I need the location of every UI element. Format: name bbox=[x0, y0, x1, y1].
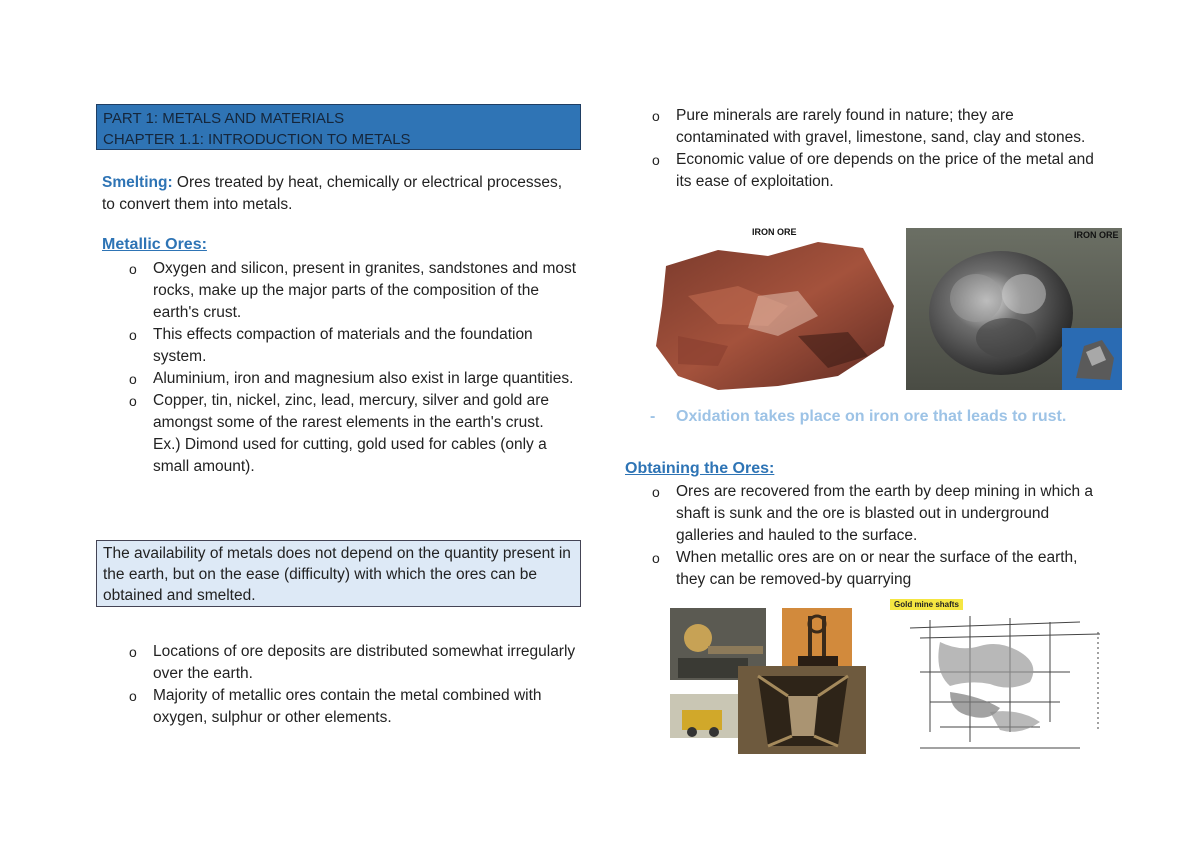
iron-ore-label-2: IRON ORE bbox=[1074, 230, 1119, 240]
list-item: o Locations of ore deposits are distributed somewhat irregularly over the earth. bbox=[129, 643, 576, 682]
bullet-icon: o bbox=[652, 108, 660, 124]
list-item: o Aluminium, iron and magnesium also exist in large quantities. bbox=[153, 368, 583, 390]
deposit-list bbox=[129, 641, 583, 729]
chapter-title: CHAPTER 1.1: INTRODUCTION TO METALS bbox=[103, 131, 411, 148]
dash-icon: - bbox=[650, 408, 656, 425]
bullet-icon: o bbox=[652, 152, 660, 168]
oxidation-note bbox=[650, 406, 1096, 427]
list-item: o Copper, tin, nickel, zinc, lead, mercury, silver and gold are amongst some of the rarest elements in the earth's crust. Ex.) Dimond used for cutting, gold used for cables (only a small amount). bbox=[153, 390, 583, 478]
list-item: o Majority of metallic ores contain the metal combined with oxygen, sulphur or other elements. bbox=[129, 687, 542, 726]
bullet-icon: o bbox=[129, 371, 137, 387]
metallic-ores-heading: Metallic Ores: bbox=[102, 236, 207, 253]
obtaining-heading: Obtaining the Ores: bbox=[625, 460, 775, 477]
bullet-icon: o bbox=[129, 644, 137, 660]
bullet-icon: o bbox=[129, 688, 137, 704]
chapter-header bbox=[96, 104, 581, 150]
smelting-definition bbox=[102, 172, 572, 216]
bullet-icon: o bbox=[129, 261, 137, 277]
part-title: PART 1: METALS AND MATERIALS bbox=[103, 110, 345, 127]
bullet-icon: o bbox=[652, 550, 660, 566]
smelting-text: Ores treated by heat, chemically or electrical processes, to convert them into metals. bbox=[102, 174, 563, 213]
list-item: o When metallic ores are on or near the surface of the earth, they can be removed-by quarrying bbox=[652, 549, 1078, 588]
list-item: o Oxygen and silicon, present in granites, sandstones and most rocks, make up the major parts of the composition of the earth's crust. bbox=[129, 260, 577, 321]
oxidation-text: Oxidation takes place on iron ore that leads to rust. bbox=[676, 408, 1067, 425]
iron-ore-photo-2 bbox=[906, 228, 1122, 390]
mining-photo-collage bbox=[668, 606, 868, 756]
iron-ore-label-1: IRON ORE bbox=[752, 227, 797, 237]
minerals-list bbox=[652, 105, 1096, 193]
list-item: o Ores are recovered from the earth by deep mining in which a shaft is sunk and the ore is blasted out in underground galleries and hauled to the surface. bbox=[652, 483, 1093, 544]
bullet-icon: o bbox=[129, 393, 137, 409]
obtaining-list bbox=[652, 481, 1096, 591]
gold-shafts-diagram bbox=[900, 612, 1105, 752]
bullet-icon: o bbox=[652, 484, 660, 500]
metallic-ores-list bbox=[129, 258, 583, 478]
list-item: o This effects compaction of materials and the foundation system. bbox=[129, 326, 533, 365]
list-item: o Economic value of ore depends on the price of the metal and its ease of exploitation. bbox=[652, 151, 1094, 190]
availability-note: The availability of metals does not depend on the quantity present in the earth, but on the ease (difficulty) with which the ores can be obtained and smelted. bbox=[96, 540, 581, 607]
smelting-term: Smelting: bbox=[102, 174, 173, 191]
list-item: o Pure minerals are rarely found in nature; they are contaminated with gravel, limestone, sand, clay and stones. bbox=[652, 107, 1086, 146]
example-text: Ex.) Dimond used for cutting, gold used for cables (only a small amount). bbox=[153, 436, 547, 475]
iron-ore-photo-1 bbox=[648, 236, 900, 394]
bullet-icon: o bbox=[129, 327, 137, 343]
gold-shafts-label: Gold mine shafts bbox=[890, 599, 963, 610]
